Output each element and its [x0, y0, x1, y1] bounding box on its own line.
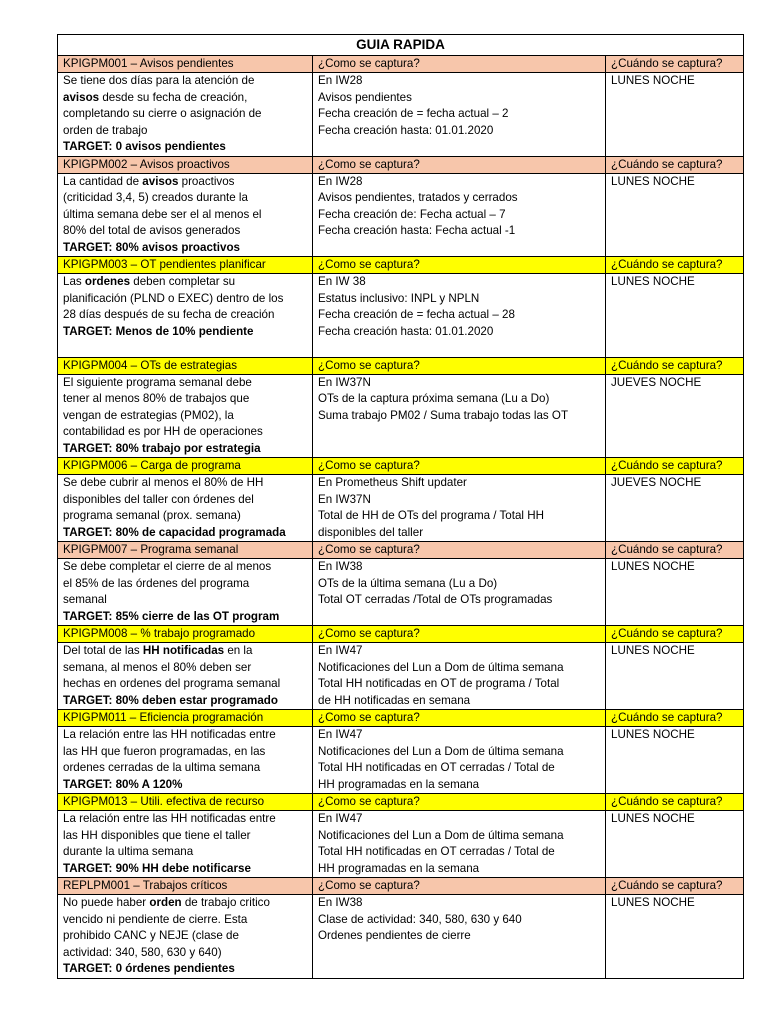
description-text: vencido ni pendiente de cierre. Esta — [63, 912, 248, 926]
when-header: ¿Cuándo se captura? — [606, 357, 744, 374]
description-line — [63, 844, 307, 861]
when-header: ¿Cuándo se captura? — [606, 710, 744, 727]
description-text: El siguiente programa semanal debe — [63, 375, 252, 389]
kpi-code: KPIGPM011 – Eficiencia programación — [58, 710, 313, 727]
capture-step: Ordenes pendientes de cierre — [318, 929, 471, 942]
kpi-capture-time: LUNES NOCHE — [606, 173, 744, 257]
description-line — [63, 676, 307, 693]
description-text: Las — [63, 275, 85, 288]
description-line — [63, 508, 307, 525]
capture-step: En IW47 — [318, 812, 363, 825]
description-line — [63, 174, 307, 191]
description-line — [63, 207, 307, 224]
description-line — [63, 291, 307, 308]
description-line — [63, 811, 307, 828]
description-line — [63, 475, 307, 492]
kpi-target: TARGET: 85% cierre de las OT program — [63, 609, 280, 623]
keyword-text: HH notificadas — [142, 644, 225, 657]
description-text: tener al menos 80% de trabajos que — [63, 392, 250, 405]
description-line — [63, 828, 307, 845]
when-header: ¿Cuándo se captura? — [606, 794, 744, 811]
kpi-body-row — [58, 727, 744, 794]
kpi-capture-time: LUNES NOCHE — [606, 73, 744, 157]
kpi-description — [58, 727, 313, 794]
description-line — [63, 660, 307, 677]
description-text: Se debe cubrir al menos el 80% de HH — [63, 476, 264, 489]
kpi-code: KPIGPM008 – % trabajo programado — [58, 626, 313, 643]
capture-step: Avisos pendientes — [318, 90, 412, 104]
capture-step: Total HH notificadas en OT cerradas / Total de — [318, 845, 555, 858]
description-line — [63, 945, 307, 962]
kpi-header-row — [58, 794, 744, 811]
kpi-header-row — [58, 710, 744, 727]
kpi-description — [58, 895, 313, 979]
kpi-body-row — [58, 811, 744, 878]
guide-title: GUIA RAPIDA — [58, 35, 744, 56]
description-line — [63, 576, 307, 593]
kpi-capture-method — [313, 811, 606, 878]
description-text: actividad: 340, 580, 630 y 640) — [63, 945, 222, 959]
kpi-capture-method — [313, 895, 606, 979]
when-header: ¿Cuándo se captura? — [606, 257, 744, 274]
kpi-code: KPIGPM004 – OTs de estrategias — [58, 357, 313, 374]
description-text: La cantidad de — [63, 174, 143, 188]
capture-step: En IW37N — [318, 492, 371, 506]
kpi-capture-time: LUNES NOCHE — [606, 559, 744, 626]
kpi-header-row — [58, 626, 744, 643]
keyword-text: avisos — [63, 90, 100, 104]
capture-step: Notificaciones del Lun a Dom de última semana — [318, 828, 564, 842]
kpi-description — [58, 374, 313, 458]
kpi-body-row — [58, 173, 744, 257]
kpi-header-row — [58, 878, 744, 895]
kpi-capture-method — [313, 727, 606, 794]
title-row — [58, 35, 744, 56]
kpi-capture-time: LUNES NOCHE — [606, 274, 744, 358]
kpi-target: TARGET: 80% avisos proactivos — [63, 240, 240, 254]
description-text: 28 días después de su fecha de creación — [63, 308, 275, 321]
kpi-header-row — [58, 458, 744, 475]
description-text: en la — [224, 644, 253, 657]
when-header: ¿Cuándo se captura? — [606, 56, 744, 73]
capture-step: disponibles del taller — [318, 525, 424, 539]
capture-step: Fecha creación de = fecha actual – 28 — [318, 308, 515, 321]
kpi-capture-method — [313, 73, 606, 157]
description-text: Se tiene dos días para la atención de — [63, 74, 255, 87]
description-text: hechas en ordenes del programa semanal — [63, 677, 281, 690]
how-header: ¿Como se captura? — [313, 257, 606, 274]
how-header: ¿Como se captura? — [313, 626, 606, 643]
kpi-capture-method — [313, 173, 606, 257]
description-text: contabilidad es por HH de operaciones — [63, 425, 263, 438]
when-header: ¿Cuándo se captura? — [606, 156, 744, 173]
how-header: ¿Como se captura? — [313, 156, 606, 173]
kpi-capture-time: LUNES NOCHE — [606, 727, 744, 794]
kpi-body-row — [58, 559, 744, 626]
kpi-header-row — [58, 56, 744, 73]
capture-step: Fecha creación de = fecha actual – 2 — [318, 107, 509, 120]
how-header: ¿Como se captura? — [313, 56, 606, 73]
description-text: durante la ultima semana — [63, 845, 194, 858]
capture-step: Fecha creación hasta: 01.01.2020 — [318, 123, 494, 137]
kpi-capture-time: LUNES NOCHE — [606, 895, 744, 979]
description-text: No puede haber — [63, 896, 150, 909]
description-text: vengan de estrategias (PM02), la — [63, 408, 234, 422]
description-text: las HH disponibles que tiene el taller — [63, 828, 251, 842]
kpi-capture-time: JUEVES NOCHE — [606, 374, 744, 458]
description-text: disponibles del taller con órdenes del — [63, 492, 254, 506]
description-line — [63, 643, 307, 660]
kpi-target: TARGET: 0 avisos pendientes — [63, 140, 226, 153]
keyword-text: orden — [149, 896, 182, 909]
kpi-target: TARGET: 80% deben estar programado — [63, 693, 278, 707]
description-line — [63, 375, 307, 392]
description-text: Se debe completar el cierre de al menos — [63, 560, 272, 573]
description-line — [63, 492, 307, 509]
kpi-target: TARGET: 80% A 120% — [63, 777, 183, 791]
capture-step: Fecha creación hasta: Fecha actual -1 — [318, 224, 516, 237]
kpi-code: KPIGPM013 – Utili. efectiva de recurso — [58, 794, 313, 811]
description-line — [63, 73, 307, 90]
description-line — [63, 592, 307, 609]
kpi-description — [58, 73, 313, 157]
capture-step: Clase de actividad: 340, 580, 630 y 640 — [318, 912, 522, 926]
kpi-capture-method — [313, 559, 606, 626]
description-text: programa semanal (prox. semana) — [63, 509, 241, 522]
kpi-body-row — [58, 895, 744, 979]
description-text: prohibido CANC y NEJE (clase de — [63, 929, 239, 942]
capture-step: OTs de la última semana (Lu a Do) — [318, 576, 498, 590]
how-header: ¿Como se captura? — [313, 878, 606, 895]
description-text: completando su cierre o asignación de — [63, 107, 262, 120]
description-line — [63, 727, 307, 744]
kpi-description — [58, 643, 313, 710]
quick-guide-table — [57, 34, 744, 979]
description-line — [63, 912, 307, 929]
kpi-body-row — [58, 643, 744, 710]
kpi-code: KPIGPM007 – Programa semanal — [58, 542, 313, 559]
kpi-description — [58, 173, 313, 257]
description-text: orden de trabajo — [63, 123, 148, 137]
kpi-header-row — [58, 357, 744, 374]
kpi-target: TARGET: 80% trabajo por estrategia — [63, 441, 261, 455]
kpi-description — [58, 475, 313, 542]
kpi-description — [58, 811, 313, 878]
capture-step: HH programadas en la semana — [318, 861, 480, 875]
kpi-description — [58, 559, 313, 626]
capture-step: En IW28 — [318, 74, 363, 87]
description-text: proactivos — [178, 174, 235, 188]
capture-step: En IW38 — [318, 896, 363, 909]
capture-step: Notificaciones del Lun a Dom de última semana — [318, 744, 564, 758]
capture-step: En IW37N — [318, 375, 371, 389]
capture-step: Avisos pendientes, tratados y cerrados — [318, 191, 518, 204]
capture-step: Suma trabajo PM02 / Suma trabajo todas las OT — [318, 408, 569, 422]
capture-step: Estatus inclusivo: INPL y NPLN — [318, 291, 480, 305]
description-text: planificación (PLND o EXEC) dentro de los — [63, 291, 284, 305]
description-line — [63, 123, 307, 140]
kpi-header-row — [58, 257, 744, 274]
description-line — [63, 307, 307, 324]
description-text: Del total de las — [63, 644, 143, 657]
kpi-capture-method — [313, 274, 606, 358]
keyword-text: avisos — [142, 174, 179, 188]
capture-step: Total HH notificadas en OT cerradas / Total de — [318, 761, 555, 774]
description-line — [63, 895, 307, 912]
capture-step: En IW 38 — [318, 275, 366, 288]
description-text: ordenes cerradas de la ultima semana — [63, 761, 261, 774]
when-header: ¿Cuándo se captura? — [606, 542, 744, 559]
how-header: ¿Como se captura? — [313, 794, 606, 811]
kpi-body-row — [58, 274, 744, 358]
description-line — [63, 559, 307, 576]
description-text: La relación entre las HH notificadas entre — [63, 812, 276, 825]
description-line — [63, 274, 307, 291]
kpi-header-row — [58, 542, 744, 559]
capture-step — [318, 340, 600, 357]
description-text: La relación entre las HH notificadas entre — [63, 728, 276, 741]
kpi-capture-method — [313, 374, 606, 458]
kpi-code: REPLPM001 – Trabajos críticos — [58, 878, 313, 895]
kpi-target: TARGET: 80% de capacidad programada — [63, 525, 286, 539]
kpi-code: KPIGPM006 – Carga de programa — [58, 458, 313, 475]
kpi-body-row — [58, 374, 744, 458]
capture-step: Fecha creación de: Fecha actual – 7 — [318, 207, 506, 221]
when-header: ¿Cuándo se captura? — [606, 626, 744, 643]
capture-step: En IW47 — [318, 644, 363, 657]
keyword-text: ordenes — [84, 275, 131, 288]
capture-step: Total HH notificadas en OT de programa / Total — [318, 677, 560, 690]
description-text: de trabajo critico — [181, 896, 270, 909]
kpi-body-row — [58, 475, 744, 542]
description-line — [63, 391, 307, 408]
kpi-capture-method — [313, 643, 606, 710]
kpi-code: KPIGPM003 – OT pendientes planificar — [58, 257, 313, 274]
kpi-target: TARGET: Menos de 10% pendiente — [63, 324, 254, 338]
description-text: desde su fecha de creación, — [99, 90, 248, 104]
how-header: ¿Como se captura? — [313, 710, 606, 727]
description-line — [63, 424, 307, 441]
capture-step: Total OT cerradas /Total de OTs programadas — [318, 593, 553, 606]
kpi-target: TARGET: 90% HH debe notificarse — [63, 861, 251, 875]
description-text: 80% del total de avisos generados — [63, 224, 241, 237]
description-line — [63, 928, 307, 945]
description-line — [63, 760, 307, 777]
when-header: ¿Cuándo se captura? — [606, 458, 744, 475]
how-header: ¿Como se captura? — [313, 458, 606, 475]
description-line — [63, 190, 307, 207]
description-line — [63, 106, 307, 123]
capture-step: Notificaciones del Lun a Dom de última semana — [318, 660, 564, 674]
description-line — [63, 223, 307, 240]
kpi-target: TARGET: 0 órdenes pendientes — [63, 962, 235, 975]
kpi-capture-time: JUEVES NOCHE — [606, 475, 744, 542]
kpi-code: KPIGPM002 – Avisos proactivos — [58, 156, 313, 173]
kpi-capture-time: LUNES NOCHE — [606, 811, 744, 878]
capture-step: HH programadas en la semana — [318, 777, 480, 791]
description-text: las HH que fueron programadas, en las — [63, 744, 266, 758]
kpi-body-row — [58, 73, 744, 157]
capture-step: OTs de la captura próxima semana (Lu a Do) — [318, 392, 550, 405]
kpi-header-row — [58, 156, 744, 173]
kpi-description — [58, 274, 313, 358]
kpi-capture-method — [313, 475, 606, 542]
description-text: el 85% de las órdenes del programa — [63, 576, 250, 590]
capture-step: Total de HH de OTs del programa / Total HH — [318, 509, 544, 522]
description-line — [63, 408, 307, 425]
capture-step: de HH notificadas en semana — [318, 693, 471, 707]
description-line — [63, 90, 307, 107]
description-text: (criticidad 3,4, 5) creados durante la — [63, 191, 248, 204]
description-text: semanal — [63, 593, 107, 606]
capture-step: En IW47 — [318, 728, 363, 741]
description-line — [63, 744, 307, 761]
capture-step: En IW38 — [318, 560, 363, 573]
capture-step: En IW28 — [318, 174, 363, 188]
how-header: ¿Como se captura? — [313, 542, 606, 559]
when-header: ¿Cuándo se captura? — [606, 878, 744, 895]
kpi-capture-time: LUNES NOCHE — [606, 643, 744, 710]
capture-step: Fecha creación hasta: 01.01.2020 — [318, 324, 494, 338]
description-text: semana, al menos el 80% deben ser — [63, 660, 252, 674]
capture-step: En Prometheus Shift updater — [318, 476, 467, 489]
description-text: última semana debe ser el al menos el — [63, 207, 262, 221]
how-header: ¿Como se captura? — [313, 357, 606, 374]
description-text: deben completar su — [130, 275, 236, 288]
kpi-code: KPIGPM001 – Avisos pendientes — [58, 56, 313, 73]
